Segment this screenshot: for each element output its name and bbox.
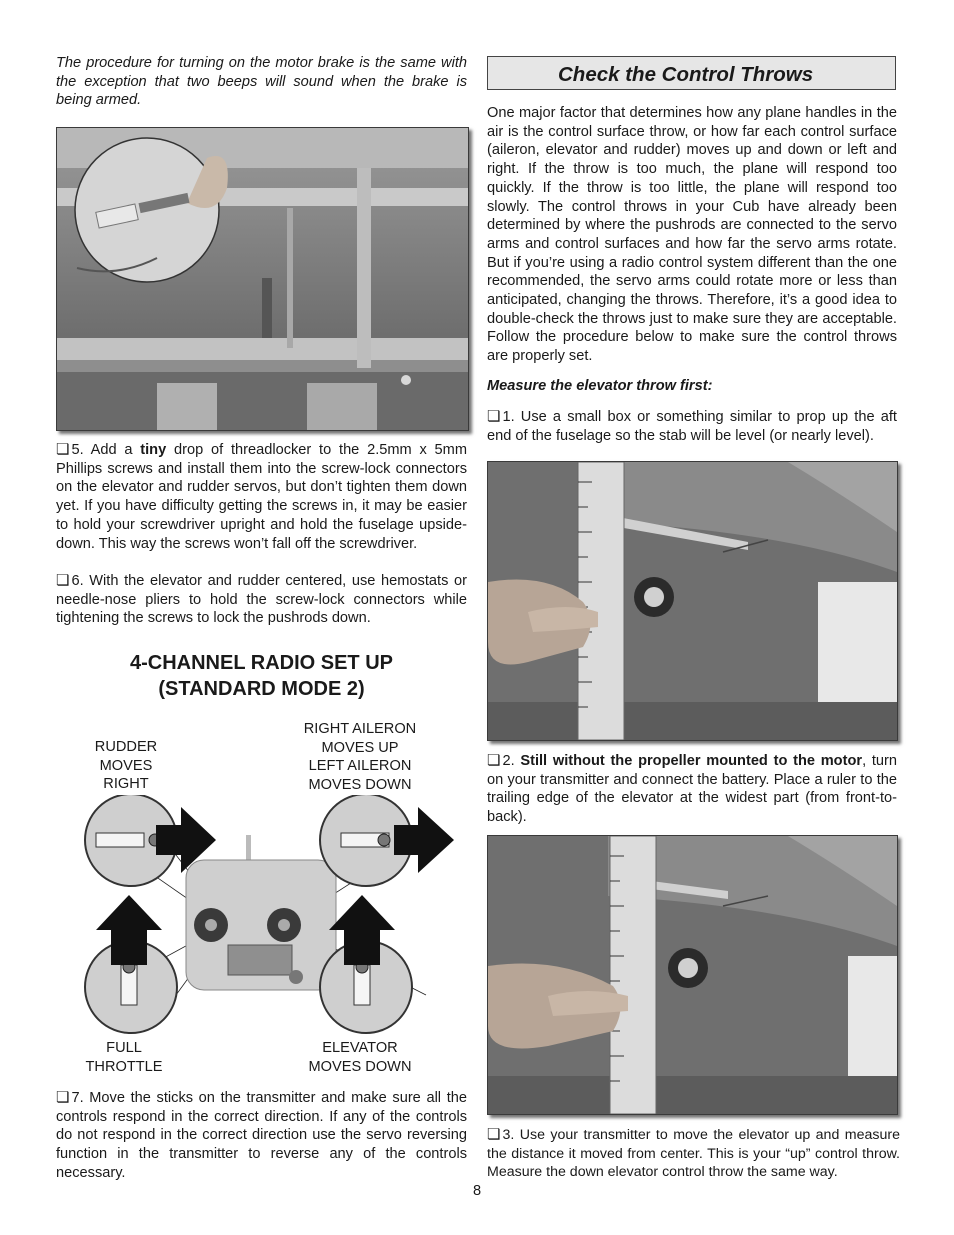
step-2: ❏ 2. Still without the propeller mounted to the motor, turn on your transmitter and connect the battery. Place a ruler to the trailing edge of the elevator at the widest part (from front-to-back). bbox=[487, 752, 897, 826]
aileron-label: RIGHT AILERON MOVES UP LEFT AILERON MOVES DOWN bbox=[303, 721, 417, 793]
step-7: ❏ 7. Move the sticks on the transmitter and make sure all the controls respond in the correct direction. If any of the controls do not respond in the correct direction use the servo reversing function in the transmitter to reverse any of the controls necessary. bbox=[56, 1089, 467, 1181]
step-6: ❏ 6. With the elevator and rudder centered, use hemostats or needle-nose pliers to hold the screw-lock connectors while tightening the screws to lock the pushrods down. bbox=[56, 572, 467, 627]
throttle-label: FULL THROTTLE bbox=[85, 1040, 163, 1075]
elevator-ruler-photo-1 bbox=[487, 461, 898, 741]
checkbox-icon[interactable]: ❏ bbox=[56, 441, 70, 458]
step-1: ❏ 1. Use a small box or something similar to prop up the aft end of the fuselage so the stab will be level (or nearly level). bbox=[487, 408, 897, 444]
intro-paragraph: One major factor that determines how any plane handles in the air is the control surface throw, or how far each control surface (aileron, elevator and rudder) moves up and down or left and right. If the throw is too much, the plane will respond too quickly. If the throw is too little, the plane will respond too slowly. The control throws in your Cub have already been determined by where the pushrods are connected to the servo arms and control surfaces and how far the servo arms rotate. But if you’re using a radio control system different than the one recommended, the servo arms could rotate more or less than anticipated, changing the throws. Therefore, it’s a good idea to double-check the throws just to make sure they are acceptable. Follow the procedure below to make sure the control throws are properly set. bbox=[487, 105, 897, 365]
rudder-label: RUDDER MOVES RIGHT bbox=[94, 739, 158, 792]
section-heading-box bbox=[487, 56, 896, 90]
page-number: 8 bbox=[472, 1183, 482, 1199]
elevator-label: ELEVATOR MOVES DOWN bbox=[308, 1040, 412, 1075]
radio-heading bbox=[56, 650, 467, 702]
elevator-ruler-photo-2 bbox=[487, 835, 898, 1115]
checkbox-icon[interactable]: ❏ bbox=[56, 1089, 70, 1106]
checkbox-icon[interactable]: ❏ bbox=[487, 1126, 501, 1143]
radio-heading-line-2: (STANDARD MODE 2) bbox=[158, 678, 365, 700]
checkbox-icon[interactable]: ❏ bbox=[487, 752, 501, 769]
intro-note: The procedure for turning on the motor brake is the same with the exception that two beeps will sound when the brake is being armed. bbox=[56, 55, 467, 109]
checkbox-icon[interactable]: ❏ bbox=[56, 572, 70, 589]
transmitter-diagram bbox=[56, 795, 467, 1035]
fuselage-photo bbox=[56, 127, 469, 431]
section-heading: Check the Control Throws bbox=[558, 63, 814, 86]
subheading: Measure the elevator throw first: bbox=[487, 378, 713, 394]
radio-heading-line-1: 4-CHANNEL RADIO SET UP bbox=[130, 652, 393, 674]
step-3: ❏ 3. Use your transmitter to move the elevator up and measure the distance it moved from center. This is your “up” control throw. Measure the down elevator control throw the same way. bbox=[487, 1126, 900, 1181]
step-5: ❏ 5. Add a tiny drop of threadlocker to the 2.5mm x 5mm Phillips screws and install them into the screw-lock connectors on the elevator and rudder servos, but don’t tighten them down yet. If you have difficulty getting the screws in, it may be easier to hold your screwdriver upright and hold the fuselage upside-down. This way the screws won’t fall off the screwdriver. bbox=[56, 441, 467, 552]
checkbox-icon[interactable]: ❏ bbox=[487, 408, 501, 425]
